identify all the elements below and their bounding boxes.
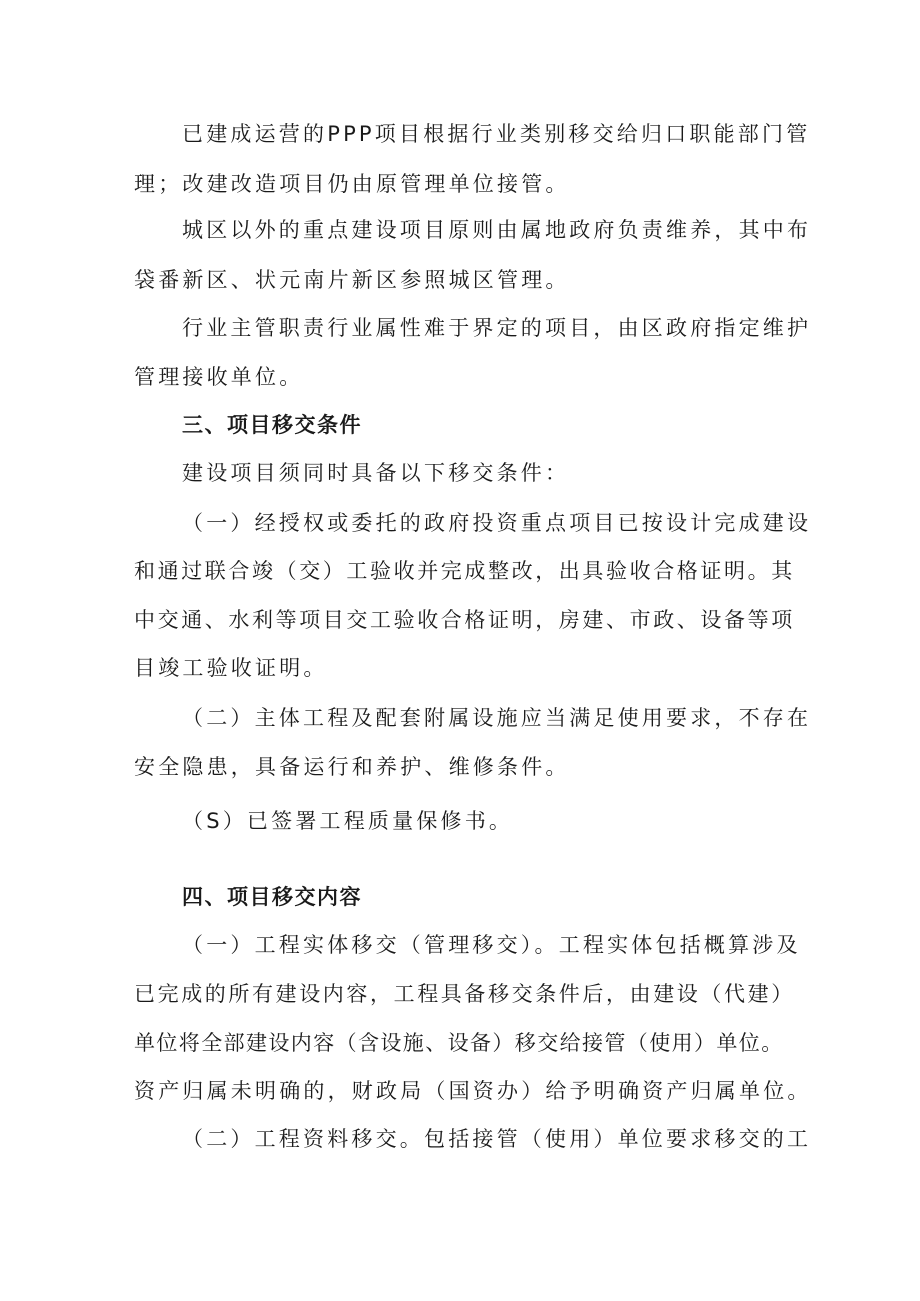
paragraph-line: 已完成的所有建设内容，工程具备移交条件后，由建设（代建） [134, 982, 795, 1006]
paragraph-line: （一）经授权或委托的政府投资重点项目已按设计完成建设 [182, 511, 812, 535]
paragraph-line: （一）工程实体移交（管理移交）。工程实体包括概算涉及 [182, 933, 801, 957]
paragraph-line: 和通过联合竣（交）工验收并完成整改，出具验收合格证明。其 [134, 559, 795, 583]
paragraph-line: （二）工程资料移交。包括接管（使用）单位要求移交的工 [182, 1127, 812, 1151]
paragraph-line: 城区以外的重点建设项目原则由属地政府负责维养，其中布 [182, 218, 812, 242]
paragraph-line: 理；改建改造项目仍由原管理单位接管。 [134, 172, 570, 196]
paragraph-line: 目竣工验收证明。 [134, 656, 328, 680]
section-heading: 三、项目移交条件 [182, 413, 362, 437]
paragraph-line: 单位将全部建设内容（含设施、设备）移交给接管（使用）单位。 [134, 1031, 784, 1055]
paragraph-line: 中交通、水利等项目交工验收合格证明，房建、市政、设备等项 [134, 608, 795, 632]
paragraph-line: 已建成运营的PPP项目根据行业类别移交给归口职能部门管 [182, 122, 811, 146]
paragraph-line: 行业主管职责行业属性难于界定的项目，由区政府指定维护 [182, 316, 812, 340]
paragraph-line: （二）主体工程及配套附属设施应当满足使用要求，不存在 [182, 706, 812, 730]
paragraph-line: 袋番新区、状元南片新区参照城区管理。 [134, 268, 570, 292]
paragraph-line: （S）已签署工程质量保修书。 [182, 809, 514, 833]
section-heading: 四、项目移交内容 [182, 885, 362, 909]
paragraph-line: 资产归属未明确的，财政局（国资办）给予明确资产归属单位。 [134, 1079, 812, 1103]
paragraph-line: 管理接收单位。 [134, 365, 304, 389]
paragraph-line: 建设项目须同时具备以下移交条件： [182, 461, 570, 485]
paragraph-line: 安全隐患，具备运行和养护、维修条件。 [134, 755, 570, 779]
